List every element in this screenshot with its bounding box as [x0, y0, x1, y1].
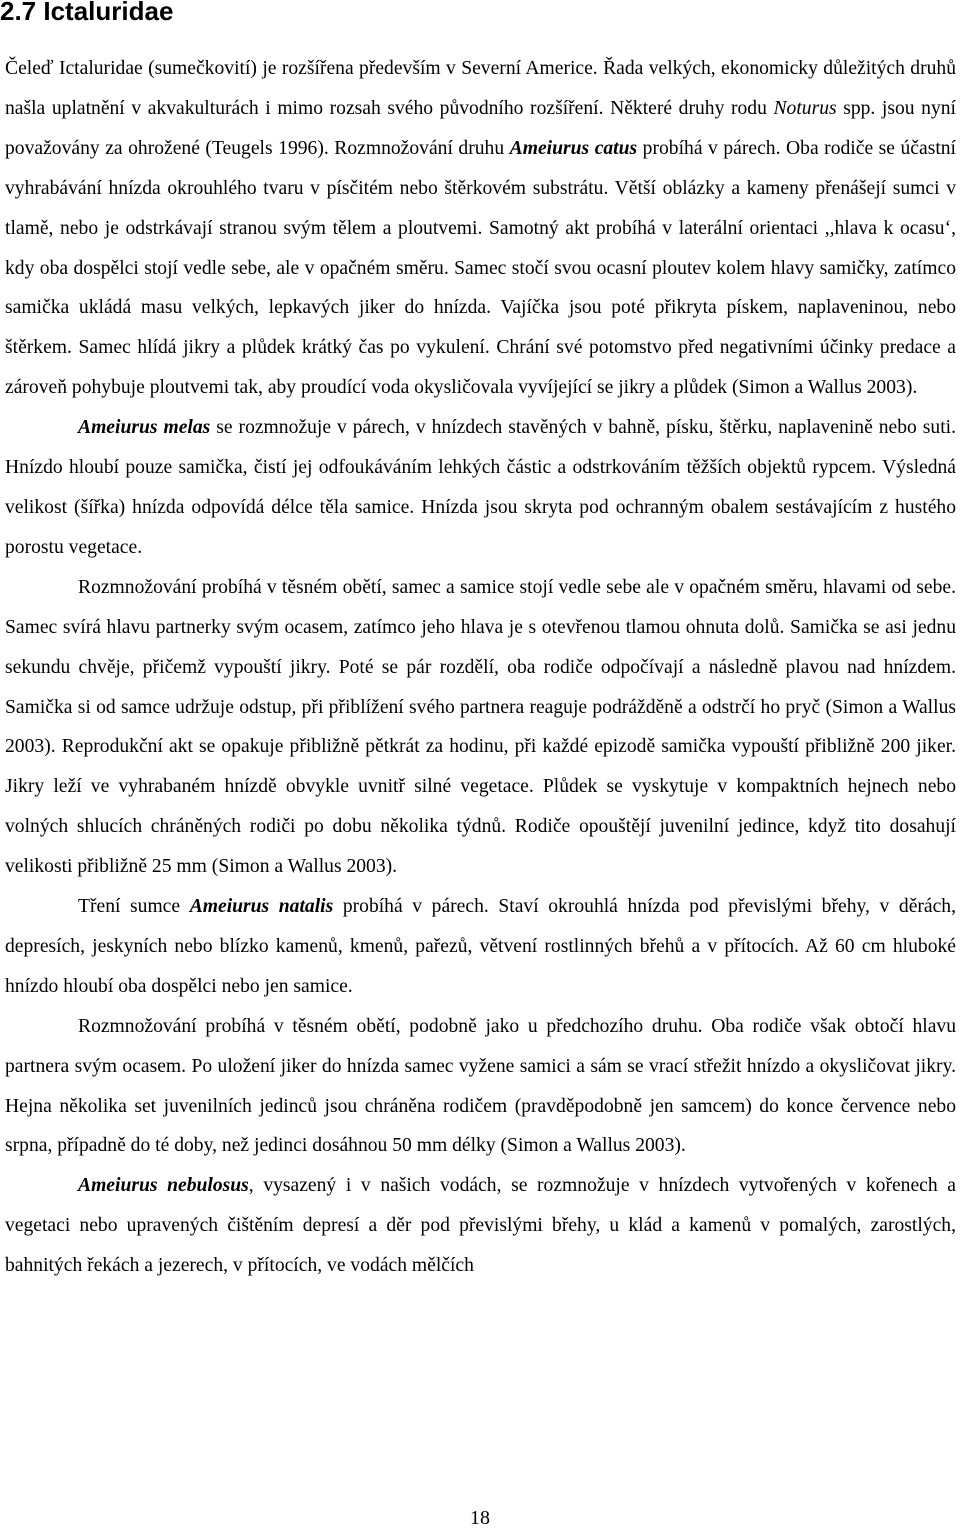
text-run: Čeleď Ictaluridae (sumečkovití) je rozšířena především v Severní Americe. Řada velkých, ekonomicky důležitých druhů našla uplatnění v akvakulturách i mimo rozsah svého původního rozšíření. Některé druhy rodu	[5, 58, 956, 119]
paragraph	[5, 408, 956, 568]
species-name: Noturus	[773, 97, 837, 119]
text-run: se rozmnožuje v párech, v hnízdech stavěných v bahně, písku, štěrku, naplavenině nebo suti. Hnízdo hloubí pouze samička, čistí jej odfoukáváním lehkých částic a odstrkováním těžších objektů rypcem. Výsledná velikost (šířka) hnízda odpovídá délce těla samice. Hnízda jsou skryta pod ochranným obalem sestávajícím z hustého porostu vegetace.	[5, 417, 957, 558]
text-run: spp. jsou nyní považovány za ohrožené (Teugels 1996). Rozmnožování druhu	[5, 97, 956, 159]
text-run: probíhá v párech. Oba rodiče se účastní vyhrabávání hnízda okrouhlého tvaru v písčitém nebo štěrkovém substrátu. Větší oblázky a kameny přenášejí sumci v tlamě, nebo je odstrkávají stranou svým tělem a ploutvemi. Samotný akt probíhá v laterální orientaci ,,hlava k ocasu‘, kdy oba dospělci stojí vedle sebe, ale v opačném směru. Samec stočí svou ocasní ploutev kolem hlavy samičky, zatímco samička ukládá masu velkých, lepkavých jiker do hnízda. Vajíčka jsou poté přikryta pískem, naplaveninou, nebo štěrkem. Samec hlídá jikry a plůdek krátký čas po vykulení. Chrání své potomstvo před negativními účinky predace a zároveň pohybuje ploutvemi tak, aby proudící voda okysličovala vyvíjející se jikry a plůdek (Simon a Wallus 2003).	[5, 137, 957, 399]
paragraph	[5, 1007, 956, 1167]
section-heading: 2.7 Ictaluridae	[0, 0, 174, 26]
species-name: Ameiurus catus	[509, 137, 638, 159]
paragraph	[5, 568, 956, 887]
text-run: , vysazený i v našich vodách, se rozmnožuje v hnízdech vytvořených v kořenech a vegetaci nebo upravených čištěním depresí a děr pod převislými břehy, u klád a kamenů v pomalých, zarostlých, bahnitých řekách a jezerech, v přítocích, ve vodách mělčích	[5, 1175, 956, 1277]
species-name: Ameiurus natalis	[189, 896, 334, 918]
body-text	[5, 49, 956, 1286]
paragraph	[5, 1166, 956, 1286]
text-run: Tření sumce	[78, 896, 190, 918]
paragraph	[5, 887, 956, 1007]
species-name: Ameiurus melas	[78, 417, 211, 439]
text-run: Rozmnožování probíhá v těsném obětí, podobně jako u předchozího druhu. Oba rodiče však obtočí hlavu partnera svým ocasem. Po uložení jiker do hnízda samec vyžene samici a sám se vrací střežit hnízdo a okysličovat jikry. Hejna několika set juvenilních jedinců jsou chráněna rodičem (pravděpodobně jen samcem) do konce července nebo srpna, případně do té doby, než jedinci dosáhnou 50 mm délky (Simon a Wallus 2003).	[5, 1015, 956, 1157]
text-run: probíhá v párech. Staví okrouhlá hnízda pod převislými břehy, v děrách, depresích, jeskyních nebo blízko kamenů, kmenů, pařezů, větvení rostlinných břehů a v přítocích. Až 60 cm hluboké hnízdo hloubí oba dospělci nebo jen samice.	[5, 896, 957, 997]
species-name: Ameiurus nebulosus	[78, 1175, 249, 1197]
page-number: 18	[470, 1507, 490, 1529]
paragraph	[5, 49, 956, 408]
text-run: Rozmnožování probíhá v těsném obětí, samec a samice stojí vedle sebe ale v opačném směru, hlavami od sebe. Samec svírá hlavu partnerky svým ocasem, zatímco jeho hlava je s otevřenou tlamou ohnuta dolů. Samička se asi jednu sekundu chvěje, přičemž vypouští jikry. Poté se pár rozdělí, oba rodiče odpočívají a následně plavou nad hnízdem. Samička si od samce udržuje odstup, při přiblížení svého partnera reaguje podrážděně a odstrčí ho pryč (Simon a Wallus 2003). Reprodukční akt se opakuje přibližně pětkrát za hodinu, při každé epizodě samička vypouští přibližně 200 jiker. Jikry leží ve vyhrabaném hnízdě obvykle uvnitř silné vegetace. Plůdek se vyskytuje v kompaktních hejnech nebo volných shlucích chráněných rodiči po dobu několika týdnů. Rodiče opouštějí juvenilní jedince, když tito dosahují velikosti přibližně 25 mm (Simon a Wallus 2003).	[5, 576, 956, 878]
